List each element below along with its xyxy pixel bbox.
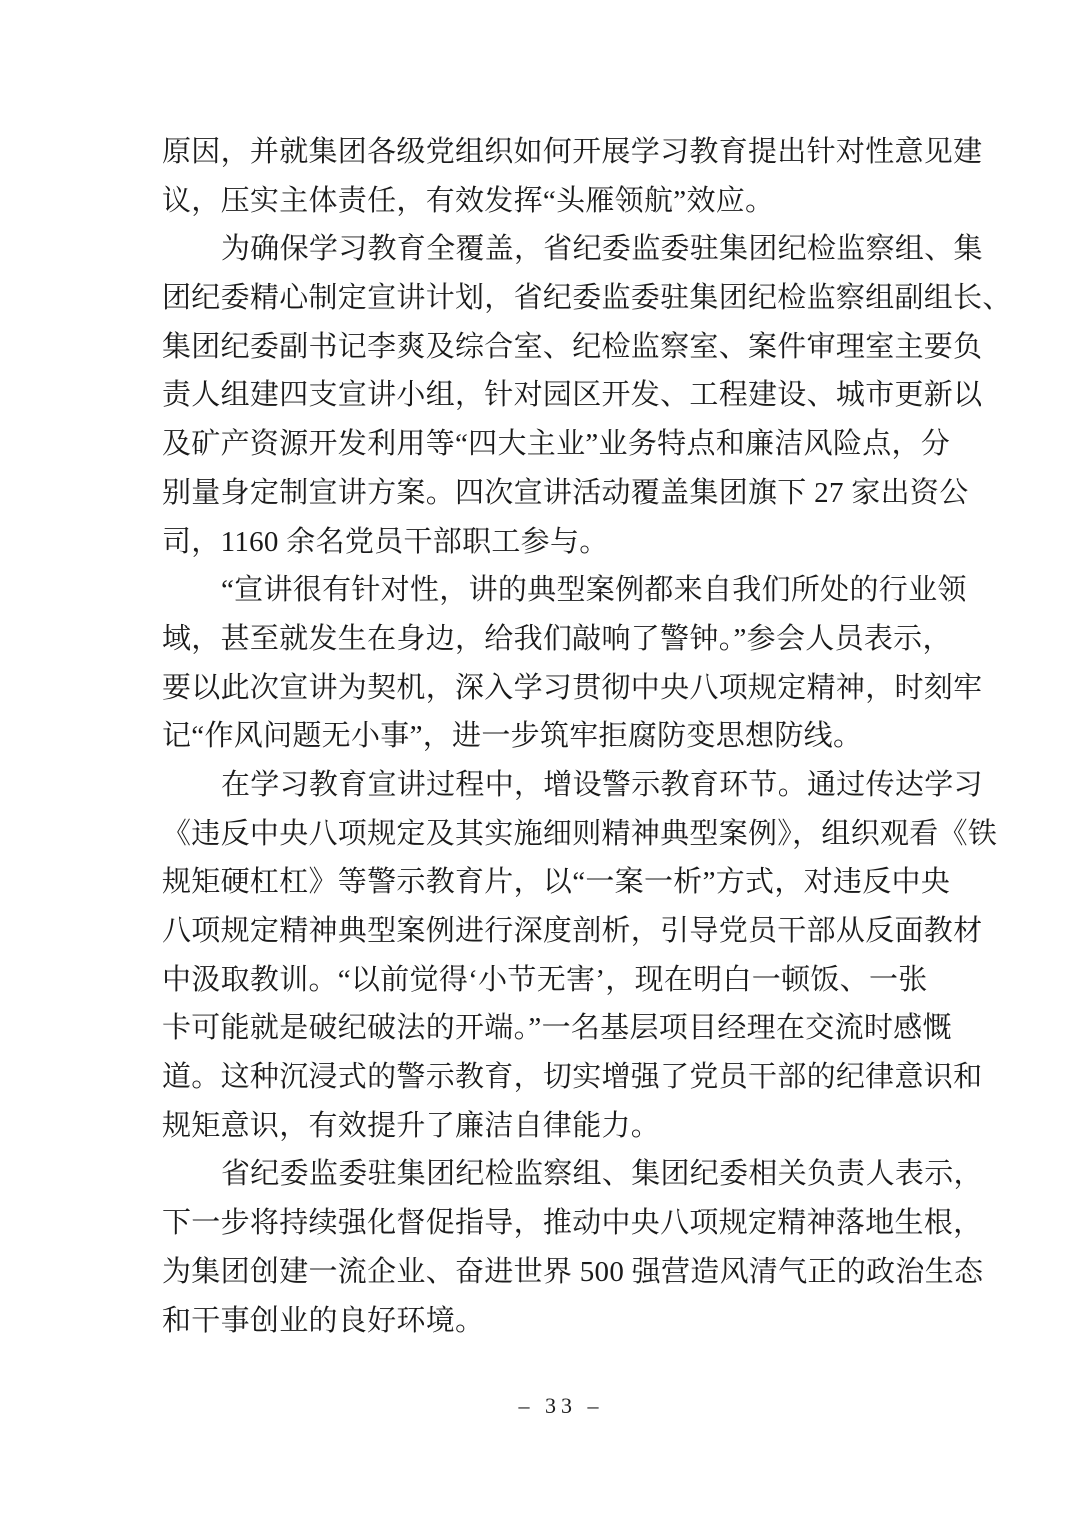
text-line: 为集团创建一流企业、奋进世界 500 强营造风清气正的政治生态 <box>162 1255 984 1288</box>
text-line: 及矿产资源开发利用等“四大主业”业务特点和廉洁风险点，分 <box>162 428 951 461</box>
text-line: 团纪委精心制定宣讲计划，省纪委监委驻集团纪检监察组副组长、 <box>162 282 1012 315</box>
text-line: 《违反中央八项规定及其实施细则精神典型案例》，组织观看《铁 <box>162 817 998 850</box>
text-line: 道。这种沉浸式的警示教育，切实增强了党员干部的纪律意识和 <box>162 1061 983 1094</box>
text-line: 记“作风问题无小事”，进一步筑牢拒腐防变思想防线。 <box>162 720 863 753</box>
text-line: 和干事创业的良好环境。 <box>162 1304 485 1337</box>
document-body <box>162 128 1012 1345</box>
text-line: 集团纪委副书记李爽及综合室、纪检监察室、案件审理室主要负 <box>162 330 983 363</box>
text-line: 八项规定精神典型案例进行深度剖析，引导党员干部从反面教材 <box>162 915 983 947</box>
text-line: 规矩硬杠杠》等警示教育片，以“一案一析”方式，对违反中央 <box>162 866 951 899</box>
page-number: – 33 – <box>518 1393 604 1418</box>
text-line: 中汲取教训。“以前觉得‘小节无害’，现在明白一顿饭、一张 <box>162 963 928 996</box>
text-line: 省纪委监委驻集团纪检监察组、集团纪委相关负责人表示， <box>221 1158 983 1191</box>
text-line: 域，甚至就发生在身边，给我们敲响了警钟。”参会人员表示， <box>162 622 952 655</box>
text-line: 下一步将持续强化督促指导，推动中央八项规定精神落地生根， <box>162 1207 983 1240</box>
text-line: 规矩意识，有效提升了廉洁自律能力。 <box>162 1109 661 1142</box>
text-line: 卡可能就是破纪破法的开端。”一名基层项目经理在交流时感慨 <box>162 1012 952 1045</box>
text-line: 议，压实主体责任，有效发挥“头雁领航”效应。 <box>162 184 775 217</box>
text-line: 司，1160 余名党员干部职工参与。 <box>162 525 609 558</box>
text-line: 为确保学习教育全覆盖，省纪委监委驻集团纪检监察组、集 <box>221 233 983 266</box>
text-line: 要以此次宣讲为契机，深入学习贯彻中央八项规定精神，时刻牢 <box>162 671 983 704</box>
text-line: 原因，并就集团各级党组织如何开展学习教育提出针对性意见建 <box>162 136 983 168</box>
text-line: “宣讲很有针对性，讲的典型案例都来自我们所处的行业领 <box>221 574 967 607</box>
text-line: 在学习教育宣讲过程中，增设警示教育环节。通过传达学习 <box>221 768 983 801</box>
text-line: 别量身定制宣讲方案。四次宣讲活动覆盖集团旗下 27 家出资公 <box>162 476 969 509</box>
text-line: 责人组建四支宣讲小组，针对园区开发、工程建设、城市更新以 <box>162 379 983 412</box>
